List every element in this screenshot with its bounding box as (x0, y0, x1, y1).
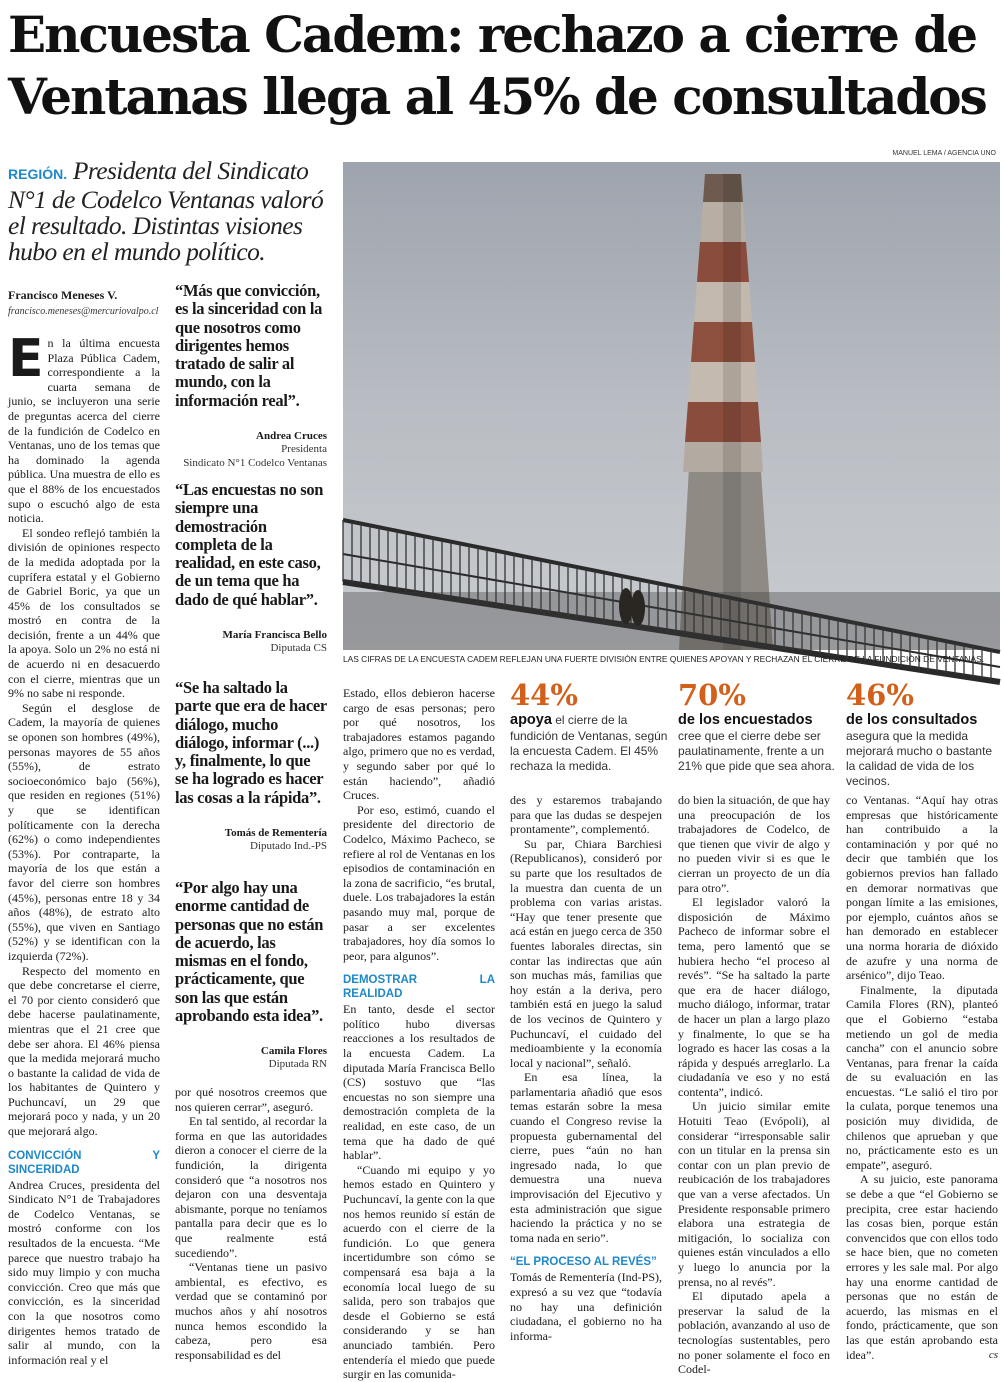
subheadline (8, 158, 328, 265)
headline-line-2: Ventanas llega al 45% de consultados (8, 67, 986, 126)
stat-text: el cierre de la fundición de Ventanas, según la encuesta Cadem. El 45% rechaza la medida. (510, 713, 668, 773)
stat-box (510, 678, 668, 774)
subheadline-text: Presidenta del Sindicato N°1 de Codelco Ventanas valoró el resultado. Distintas visiones hubo en el mundo político. (8, 156, 324, 266)
article-column-5 (678, 793, 830, 1377)
article-paragraph (175, 1260, 327, 1362)
pull-quote-role: Presidenta (281, 443, 327, 456)
article-paragraph (343, 803, 495, 964)
pull-quote-author: María Francisca Bello (222, 629, 327, 642)
paragraph-text: Respecto del momento en que debe concretarse el cierre, el 70 por ciento consideró que debe hacerse paulatinamente, mientras que el 21 cree que debe ser ahora. El 46% piensa que la medida mejorará mucho o bastante la calidad de vida de los habitantes de Quintero y Puchuncaví, un 29 que mejorará poco y nada, y un 20 que mejorará algo. (8, 963, 160, 1139)
article-paragraph (8, 526, 160, 701)
article-paragraph (8, 964, 160, 1139)
section-heading-text: DEMOSTRAR LA REALIDAD (343, 974, 495, 1001)
paragraph-text: Un juicio similar emite Hotuiti Teao (Evópoli), al considerar “irresponsable salir con un titular en la prensa sin contar con un plan previo de reubicación de los trabajadores que van a verse afectados. Un Presidente responsable primero elabora una estrategia de mitigación, lo socializa con quienes están vinculados a ello y luego lo anuncia por la prensa, no al revés”. (678, 1099, 830, 1289)
article-paragraph (678, 1289, 830, 1377)
article-paragraph (510, 793, 662, 837)
paragraph-text: El sondeo reflejó también la división de opiniones respecto de la medida adoptada por la cuprífera estatal y el Gobierno de Gabriel Boric, ya que un 45% de los consultados se mostró en contra de la decisión, frente a un 44% que la apoya. Solo un 2% no está ni de acuerdo ni en desacuerdo con el cierre, mientras que un 9% no sabe ni responde. (8, 525, 160, 701)
section-heading (510, 1255, 662, 1269)
article-paragraph (846, 1172, 998, 1362)
paragraph-text: Andrea Cruces, presidenta del Sindicato N°1 de Trabajadores de Codelco Ventanas, se mostró conforme con los resultados de la encuesta. “Me parece que nuestro trabajo ha sido muy limpio y con mucha convicción. Creo que más que convicción, es la sinceridad con la que nosotros como dirigentes hemos tratado de salir al mundo, con la información real y el (8, 1177, 160, 1367)
end-mark-icon: cs (988, 1348, 998, 1361)
stat-value: 70% (678, 678, 746, 712)
pull-quote (175, 879, 327, 1071)
article-paragraph (175, 1114, 327, 1260)
stat-text: cree que el cierre debe ser paulatinamente, frente a un 21% que pide que sea ahora. (678, 729, 835, 773)
pull-quote-role: Diputado Ind.-PS (250, 840, 327, 853)
paragraph-text: El diputado apela a preservar la salud de la población, avanzando al uso de tecnologías sustentables, pero no poner solamente el foco en Codel- (678, 1289, 830, 1377)
article-paragraph (846, 793, 998, 983)
headline-line-1: Encuesta Cadem: rechazo a cierre de (8, 5, 977, 64)
paragraph-text: Finalmente, la diputada Camila Flores (RN), planteó que el Gobierno “estaba metiendo un gol de media cancha” con el anuncio sobre Ventanas, para frenar la caída de su evaluación en las encuestas. “Le salió el tiro por la culata, porque tenemos una posición muy dividida, de chilenos que aprueban y que no, prácticamente esto es un empate”, aseguró. (846, 982, 998, 1172)
paragraph-text: n la última encuesta Plaza Pública Cadem, correspondiente a la cuarta semana de junio, se incluyeron una serie de preguntas acerca del cierre de la fundición de Codelco en Ventanas, uno de los temas que ha dominado la agenda pública. Una muestra de ello es que el 88% de los encuestados supo o escuchó algo de esta noticia. (8, 336, 160, 526)
article-paragraph (8, 701, 160, 964)
article-column-1 (8, 329, 160, 1367)
section-heading-text: “EL PROCESO AL REVÉS” (510, 1256, 657, 1269)
author-email: francisco.meneses@mercuriovalpo.cl (8, 306, 159, 317)
article-column-3 (343, 686, 495, 1382)
headline (8, 4, 998, 128)
article-paragraph (510, 1070, 662, 1245)
pull-quote-role: Diputada RN (268, 1058, 327, 1071)
paragraph-text: El legislador valoró la disposición de Máximo Pacheco de informar sobre el tema, pero lamentó que se hubiera hecho “el proceso al revés”. “Se ha saltado la parte que era de hacer diálogo, mucho diálogo, informar, tratar de hacer un plan a largo plazo y finalmente, lo que se ha logrado es hacer las cosas a la rápida y después arreglarlo. La ciudadanía ve eso y no está contenta”, indicó. (678, 895, 830, 1099)
paragraph-text: Según el desglose de Cadem, la mayoría de quienes se oponen son hombres (49%), personas mayores de 55 años (55%), de estrato socioeconómico bajo (56%), que residen en regiones (51%) y que se identifican políticamente con la derecha (62%) o como independientes (53%). Por contraparte, la mayoría de los que están a favor del cierre son hombres (45%), personas entre 18 y 34 años (48%), de estrato alto (55%), que viven en Santiago (52%) y se identifican con la izquierda (72%). (8, 700, 160, 963)
pull-quote-text: “Por algo hay una enorme cantidad de personas que no están de acuerdo, las mismas en el fondo, prácticamente, que son las que están aprobando esta idea”. (175, 878, 324, 1026)
author-name: Francisco Meneses V. (8, 288, 118, 302)
pull-quote (175, 481, 327, 655)
section-heading (343, 973, 495, 1001)
pull-quote-text: “Las encuestas no son siempre una demostración completa de la realidad, en este caso, de un tema que ha dado de qué hablar”. (175, 480, 324, 609)
stat-label: de los consultados (846, 712, 978, 728)
paragraph-text: “Ventanas tiene un pasivo ambiental, es efectivo, es verdad que se contaminó por muchos años y ahí nosotros nunca hemos escondido la cabeza, pero esa responsabilidad es del (175, 1260, 327, 1362)
paragraph-text: A su juicio, este panorama se debe a que “el Gobierno se precipita, cree estar haciendo las cosas bien, porque están convencidos que con ellos todo se hace bien, que no cometen errores y les sale mal. Por algo hay una enorme cantidad de personas que no están de acuerdo, las mismas en el fondo, prácticamente, que son las que están aprobando esta idea”. (846, 1172, 998, 1362)
byline (8, 288, 168, 317)
paragraph-text: Por eso, estimó, cuando el presidente del directorio de Codelco, Máximo Pacheco, se refiere al rol de Ventanas en los episodios de contaminación en la zona de sacrificio, “es brutal, duele. Los trabajadores la están pasando muy mal, porque de pasar a ser excelentes trabajadores, hoy día somos lo peor, para algunos”. (343, 802, 495, 963)
section-heading (8, 1149, 160, 1177)
paragraph-text: Estado, ellos debieron hacerse cargo de esas personas; pero por qué nosotros, los trabajadores estamos pagando algo, primero que no es verdad, y segundo saber por qué lo están haciendo”, añadió Cruces. (343, 686, 495, 803)
section-heading-text: CONVICCIÓN Y SINCERIDAD (8, 1149, 160, 1176)
pull-quote-author: Camila Flores (260, 1045, 327, 1058)
article-paragraph (510, 1270, 662, 1343)
stat-text: asegura que la medida mejorará mucho o bastante la calidad de vida de los vecinos. (846, 729, 993, 788)
article-paragraph (678, 895, 830, 1099)
stat-value: 44% (510, 678, 578, 712)
stat-label: de los encuestados (678, 712, 813, 728)
pull-quote-author: Andrea Cruces (256, 430, 327, 443)
article-paragraph (343, 1163, 495, 1382)
drop-cap: E (8, 329, 44, 389)
section-kicker: REGIÓN. (8, 166, 68, 182)
pull-quote (175, 282, 327, 470)
paragraph-text: “Cuando mi equipo y yo hemos estado en Quintero y Puchuncaví, la gente con la que nos hemos reunido sí están de acuerdo con el cierre de la fundición. Lo que genera incertidumbre son cómo se compensará esa baja a la economía local luego de su salida, pero son trabajos que desde el Gobierno se está considerando y se han anunciado también. Pero entendería el miedo que puede surgir en las comunida- (343, 1162, 495, 1382)
paragraph-text: Su par, Chiara Barchiesi (Republicanos), consideró por su parte que los resultados de la muestra dan cuenta de un problema con varias aristas. “Hay que tener presente que acá están en juego cerca de 350 fuentes laborales directas, sin contar las indirectas que aún son muchas más, familias que hoy están a la deriva, pero también está en juego la salud de los vecinos de Quintero y Puchuncaví, el cuidado del medioambiente y la economía local y nacional”, señaló. (510, 836, 662, 1070)
article-column-4 (510, 793, 662, 1348)
article-paragraph (8, 1178, 160, 1368)
stat-label: apoya (510, 712, 552, 728)
article-paragraph (846, 983, 998, 1173)
pull-quote-role: Diputada CS (270, 642, 327, 655)
pull-quote-text: “Más que convicción, es la sinceridad con la que nosotros como dirigentes hemos tratado de salir al mundo, con la información real”. (175, 281, 323, 410)
pull-quote-text: “Se ha saltado la parte que era de hacer diálogo, mucho diálogo, informar (...) y, finalmente, lo que se ha logrado es hacer las cosas a la rápida”. (175, 678, 327, 807)
article-paragraph (678, 793, 830, 895)
article-paragraph (510, 837, 662, 1071)
photo-smokestack (343, 162, 1000, 650)
article-column-6 (846, 793, 998, 1362)
paragraph-text: Tomás de Rementería (Ind-PS), expresó a su vez que “todavía no hay una definición ciudadana, el gobierno no ha informa- (510, 1270, 662, 1343)
stat-value: 46% (846, 678, 914, 712)
paragraph-text: por qué nosotros creemos que nos quieren cerrar”, aseguró. (175, 1085, 327, 1114)
paragraph-text: do bien la situación, de que hay una preocupación de los trabajadores de Codelco, de que tienen que vivir de algo y no pueden vivir si es que le cierran un proyecto de un día para otro”. (678, 793, 830, 895)
pull-quote-author: Tomás de Rementería (224, 827, 327, 840)
photo-caption: LAS CIFRAS DE LA ENCUESTA CADEM REFLEJAN UNA FUERTE DIVISIÓN ENTRE QUIENES APOYAN Y RECHAZAN EL CIERRE DE LA FUNDICIÓN DE VENTANAS. (343, 654, 984, 664)
article-paragraph (678, 1099, 830, 1289)
article-paragraph (175, 1085, 327, 1114)
paragraph-text: En esa línea, la parlamentaria añadió que esos temas estarán sobre la mesa cuando el Congreso revise la propuesta gubernamental del cierre, pues “aún no han ingresado nada, lo que demuestra una nueva improvisación del Ejecutivo y esta administración que sigue haciendo la práctica y no se toma nada en serio”. (510, 1070, 662, 1245)
photo-credit: MANUEL LEMA / AGENCIA UNO (892, 150, 996, 157)
stat-box (678, 678, 836, 774)
pull-quote (175, 679, 327, 853)
paragraph-text: En tanto, desde el sector político hubo diversas reacciones a los resultados de la encuesta Cadem. La diputada María Francisca Bello (CS) sostuvo que “las encuestas no son siempre una demostración completa de la realidad, en este caso, de un tema que ha dado de qué hablar”. (343, 1002, 495, 1163)
article-paragraph (343, 686, 495, 803)
article-column-2 (175, 1085, 327, 1362)
article-paragraph (343, 1002, 495, 1163)
pull-quote-role: Sindicato N°1 Codelco Ventanas (183, 457, 327, 470)
paragraph-text: des y estaremos trabajando para que las dudas se despejen prontamente”, complementó. (510, 793, 662, 837)
paragraph-text: En tal sentido, al recordar la forma en que las autoridades dieron a conocer el cierre de la fundición, la dirigenta consideró que “a nosotros nos dejaron con una desventaja abismante, porque no teníamos pantalla para decir que es lo que realmente está sucediendo”. (175, 1114, 327, 1260)
stat-box (846, 678, 1004, 789)
paragraph-text: co Ventanas. “Aquí hay otras empresas que históricamente han contribuido a la contaminación y por qué no decir que también que los gobiernos previos han fallado en demorar normativas que pongan límite a las emisiones, por ejemplo, cuántos años se han demorado en establecer una norma horaria de dióxido de azufre y una norma de arsénico”, dijo Teao. (846, 793, 998, 983)
